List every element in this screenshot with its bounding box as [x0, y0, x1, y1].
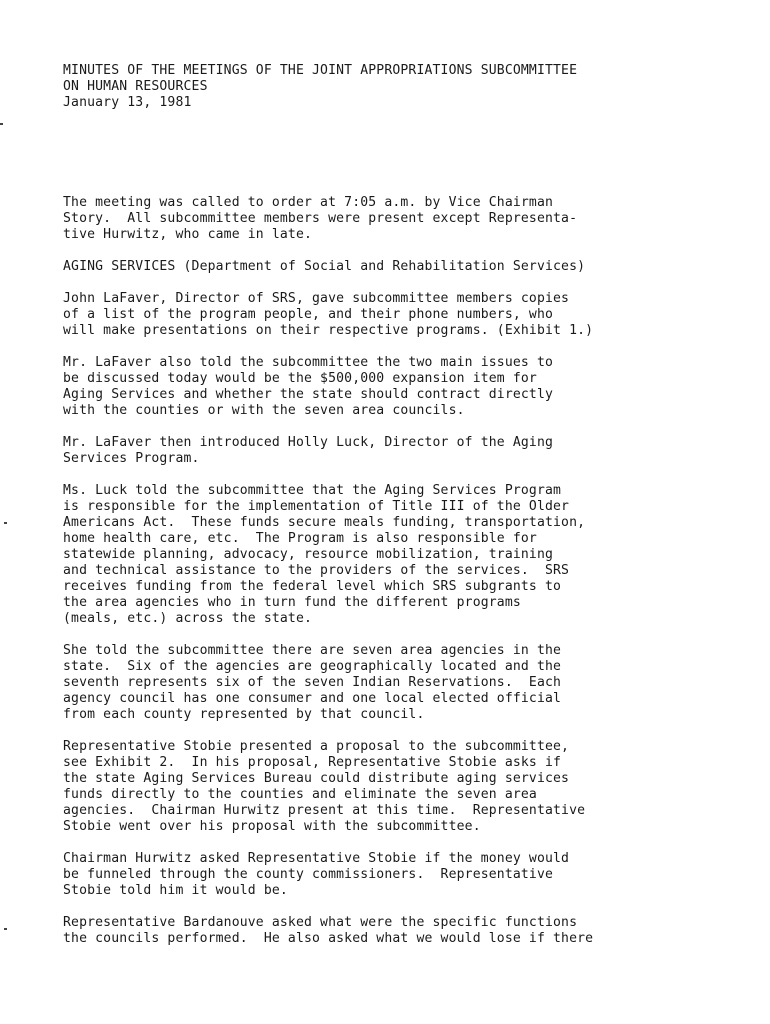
- text-line: seventh represents six of the seven Indian Reservations. Each: [63, 675, 562, 690]
- text-line: home health care, etc. The Program is also responsible for: [63, 531, 537, 546]
- scan-speck: [4, 522, 7, 524]
- text-line: is responsible for the implementation of Title III of the Older: [63, 499, 570, 514]
- text-line: Representative Stobie presented a proposal to the subcommittee,: [63, 739, 570, 754]
- header-date: January 13, 1981: [63, 95, 192, 110]
- text-line: Americans Act. These funds secure meals funding, transportation,: [63, 515, 586, 530]
- paragraph-area-agencies: [63, 643, 763, 723]
- text-line: (meals, etc.) across the state.: [63, 611, 313, 626]
- text-line: Chairman Hurwitz asked Representative Stobie if the money would: [63, 851, 570, 866]
- text-line: with the counties or with the seven area councils.: [63, 403, 465, 418]
- section-heading-aging-services: [63, 259, 763, 275]
- scan-speck: [0, 123, 3, 125]
- text-line: tive Hurwitz, who came in late.: [63, 227, 313, 242]
- text-line: AGING SERVICES (Department of Social and Rehabilitation Services): [63, 259, 586, 274]
- text-line: She told the subcommittee there are seven area agencies in the: [63, 643, 562, 658]
- paragraph-main-issues: [63, 355, 763, 419]
- paragraph-lafaver-copies: [63, 291, 763, 339]
- text-line: Story. All subcommittee members were present except Representa-: [63, 211, 578, 226]
- text-line: John LaFaver, Director of SRS, gave subcommittee members copies: [63, 291, 570, 306]
- text-line: the councils performed. He also asked what we would lose if there: [63, 931, 594, 946]
- text-line: agency council has one consumer and one local elected official: [63, 691, 562, 706]
- text-line: state. Six of the agencies are geographically located and the: [63, 659, 562, 674]
- text-line: be discussed today would be the $500,000 expansion item for: [63, 371, 537, 386]
- text-line: funds directly to the counties and eliminate the seven area: [63, 787, 537, 802]
- text-line: Mr. LaFaver then introduced Holly Luck, Director of the Aging: [63, 435, 554, 450]
- text-line: of a list of the program people, and their phone numbers, who: [63, 307, 554, 322]
- text-line: The meeting was called to order at 7:05 a.m. by Vice Chairman: [63, 195, 554, 210]
- paragraph-luck-program: [63, 483, 763, 627]
- text-line: the state Aging Services Bureau could distribute aging services: [63, 771, 570, 786]
- text-line: receives funding from the federal level which SRS subgrants to: [63, 579, 562, 594]
- text-line: agencies. Chairman Hurwitz present at this time. Representative: [63, 803, 586, 818]
- minutes-body: [63, 195, 763, 963]
- text-line: Mr. LaFaver also told the subcommittee the two main issues to: [63, 355, 554, 370]
- scan-speck: [4, 928, 7, 930]
- paragraph-stobie-proposal: [63, 739, 763, 835]
- text-line: Stobie told him it would be.: [63, 883, 288, 898]
- text-line: the area agencies who in turn fund the different programs: [63, 595, 521, 610]
- text-line: Representative Bardanouve asked what were the specific functions: [63, 915, 578, 930]
- text-line: and technical assistance to the providers of the services. SRS: [63, 563, 570, 578]
- text-line: see Exhibit 2. In his proposal, Representative Stobie asks if: [63, 755, 562, 770]
- header-title-line-1: MINUTES OF THE MEETINGS OF THE JOINT APPROPRIATIONS SUBCOMMITTEE: [63, 63, 578, 78]
- text-line: Stobie went over his proposal with the subcommittee.: [63, 819, 481, 834]
- text-line: from each county represented by that council.: [63, 707, 425, 722]
- text-line: statewide planning, advocacy, resource mobilization, training: [63, 547, 554, 562]
- paragraph-call-to-order: [63, 195, 763, 243]
- minutes-header: [63, 63, 753, 111]
- text-line: Services Program.: [63, 451, 200, 466]
- paragraph-introduced-luck: [63, 435, 763, 467]
- text-line: will make presentations on their respective programs. (Exhibit 1.): [63, 323, 594, 338]
- text-line: Ms. Luck told the subcommittee that the Aging Services Program: [63, 483, 562, 498]
- paragraph-hurwitz-question: [63, 851, 763, 899]
- text-line: Aging Services and whether the state should contract directly: [63, 387, 554, 402]
- paragraph-bardanouve-question: [63, 915, 763, 947]
- header-title-line-2: ON HUMAN RESOURCES: [63, 79, 208, 94]
- text-line: be funneled through the county commissioners. Representative: [63, 867, 554, 882]
